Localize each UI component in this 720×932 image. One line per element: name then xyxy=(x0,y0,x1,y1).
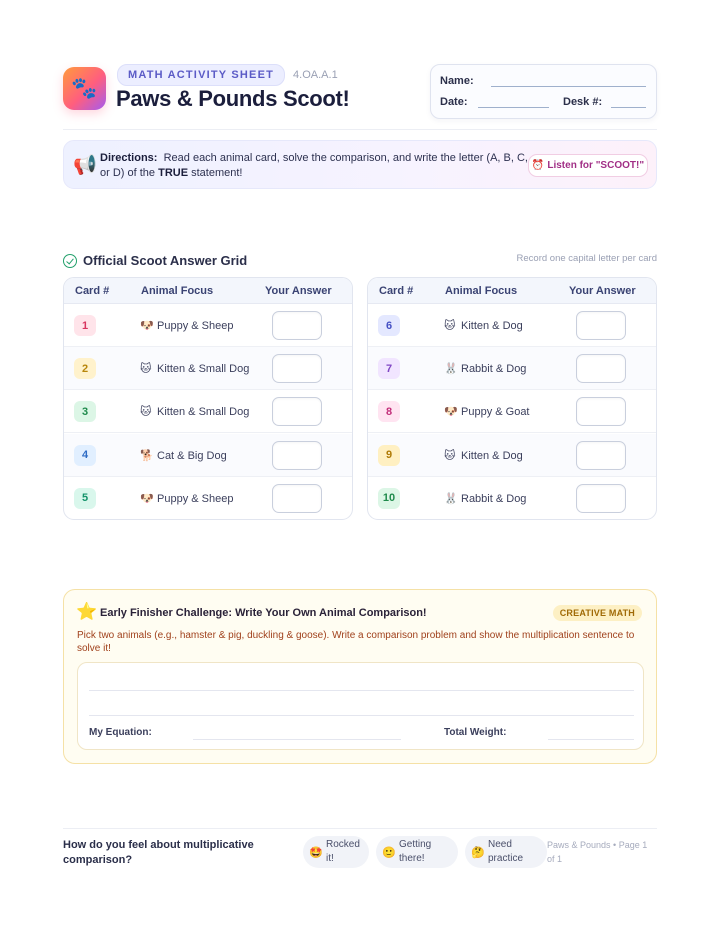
header-divider xyxy=(63,129,657,130)
animal-icon: 🐶 xyxy=(444,406,458,419)
equation-field[interactable] xyxy=(193,739,401,740)
animal-focus xyxy=(140,405,249,418)
table-header xyxy=(64,278,352,304)
answer-box[interactable] xyxy=(272,354,322,383)
animal-focus xyxy=(444,405,530,418)
animal-label: Puppy & Goat xyxy=(461,406,530,419)
feelings-question: How do you feel about multiplicative comparison? xyxy=(63,839,254,866)
date-label: Date: xyxy=(440,96,468,108)
animal-icon: 🐶 xyxy=(140,492,154,505)
page-title: Paws & Pounds Scoot! xyxy=(116,86,350,111)
table-row xyxy=(64,347,352,390)
animal-focus xyxy=(140,492,233,505)
directions-emphasis: TRUE xyxy=(158,166,189,179)
animal-icon: 🐰 xyxy=(444,363,458,376)
animal-label: Kitten & Small Dog xyxy=(157,406,250,419)
activity-badge: MATH ACTIVITY SHEET xyxy=(117,64,285,86)
grid-note: Record one capital letter per card xyxy=(516,253,657,264)
animal-label: Cat & Big Dog xyxy=(157,449,227,462)
answer-box[interactable] xyxy=(272,311,322,340)
animal-focus xyxy=(444,449,523,462)
table-header xyxy=(368,278,656,304)
paw-icon: 🐾 xyxy=(63,67,106,110)
table-row xyxy=(368,434,656,477)
directions-label: Directions: xyxy=(100,152,158,164)
equation-label: My Equation: xyxy=(89,727,152,738)
answer-table-right xyxy=(367,277,657,520)
check-circle-icon xyxy=(63,254,77,268)
answer-column-header: Your Answer xyxy=(569,285,636,297)
directions-banner xyxy=(63,140,657,189)
early-finisher-challenge xyxy=(63,589,657,764)
table-row xyxy=(64,304,352,347)
animal-focus xyxy=(444,362,526,375)
star-icon: ⭐ xyxy=(76,602,98,621)
animal-label: Puppy & Sheep xyxy=(157,492,234,505)
answer-column-header: Your Answer xyxy=(265,285,332,297)
scoot-pill xyxy=(528,154,648,177)
mood-option-getting-there[interactable] xyxy=(376,836,458,868)
directions-body: Read each animal card, solve the comparison, and write the letter (A, B, C, or D) of the xyxy=(100,152,528,179)
mood-label: Need practice xyxy=(488,839,524,864)
card-number-badge: 5 xyxy=(74,488,96,509)
answer-box[interactable] xyxy=(272,397,322,426)
footer-divider xyxy=(63,828,657,829)
table-row xyxy=(64,434,352,477)
card-number-badge: 3 xyxy=(74,401,96,422)
answer-box[interactable] xyxy=(272,441,322,470)
grid-title: Official Scoot Answer Grid xyxy=(83,253,248,268)
animal-icon: 🐱 xyxy=(140,363,152,376)
animal-icon: 🐶 xyxy=(140,320,154,332)
animal-icon: 🐱 xyxy=(140,406,152,419)
mood-option-need-practice[interactable] xyxy=(465,836,547,868)
animal-label: Rabbit & Dog xyxy=(461,492,527,505)
answer-box[interactable] xyxy=(576,354,626,383)
answer-box[interactable] xyxy=(576,311,626,340)
table-row xyxy=(368,390,656,433)
table-row xyxy=(368,477,656,520)
student-info-card xyxy=(430,64,657,119)
animal-icon: 🐕 xyxy=(140,449,154,462)
card-number-badge: 2 xyxy=(74,358,96,379)
animal-label: Kitten & Dog xyxy=(461,449,523,462)
weight-label: Total Weight: xyxy=(444,727,507,738)
desk-field[interactable] xyxy=(611,107,646,108)
writing-line xyxy=(89,715,634,716)
animal-focus xyxy=(140,449,227,462)
writing-line xyxy=(89,690,634,691)
card-number-badge: 9 xyxy=(378,445,400,466)
eyebrow-row xyxy=(117,64,338,86)
table-row xyxy=(368,347,656,390)
challenge-title: Early Finisher Challenge: Write Your Own Animal Comparison! xyxy=(100,607,427,619)
directions-end: statement! xyxy=(191,166,243,179)
challenge-writing-area[interactable] xyxy=(77,662,644,750)
animal-label: Puppy & Sheep xyxy=(157,320,234,332)
animal-column-header: Animal Focus xyxy=(141,285,214,297)
animal-label: Kitten & Dog xyxy=(461,320,523,332)
table-row xyxy=(368,304,656,347)
date-field[interactable] xyxy=(478,107,549,108)
directions-text xyxy=(100,151,530,180)
answer-box[interactable] xyxy=(272,484,322,513)
scoot-label: Listen for "SCOOT!" xyxy=(547,160,645,171)
star-struck-face-icon: 🤩 xyxy=(309,846,323,859)
animal-label: Rabbit & Dog xyxy=(461,363,527,376)
grid-title-row xyxy=(63,252,657,270)
card-number-badge: 1 xyxy=(74,315,96,336)
alarm-clock-icon: ⏰ xyxy=(531,160,545,171)
thinking-face-icon: 🤔 xyxy=(471,846,485,859)
answer-box[interactable] xyxy=(576,397,626,426)
card-number-badge: 8 xyxy=(378,401,400,422)
challenge-description: Pick two animals (e.g., hamster & pig, duckling & goose). Write a comparison problem and show the multiplication sentence to solve it! xyxy=(77,630,635,654)
animal-focus xyxy=(140,319,233,332)
answer-box[interactable] xyxy=(576,484,626,513)
smiling-face-icon: 🙂 xyxy=(382,846,396,859)
megaphone-icon: 📢 xyxy=(73,155,97,176)
standard-code: 4.OA.A.1 xyxy=(293,69,338,81)
card-number-badge: 10 xyxy=(378,488,400,509)
card-column-header: Card # xyxy=(75,285,110,297)
animal-focus xyxy=(140,362,249,375)
card-number-badge: 4 xyxy=(74,445,96,466)
card-column-header: Card # xyxy=(379,285,414,297)
answer-box[interactable] xyxy=(576,441,626,470)
animal-focus xyxy=(444,319,523,332)
card-number-badge: 7 xyxy=(378,358,400,379)
animal-column-header: Animal Focus xyxy=(445,285,518,297)
desk-label: Desk #: xyxy=(563,96,603,108)
creative-math-tag: CREATIVE MATH xyxy=(553,605,642,621)
animal-icon: 🐱 xyxy=(444,320,456,332)
mood-option-rocked[interactable] xyxy=(303,836,369,868)
animal-icon: 🐰 xyxy=(444,492,458,505)
page-number: Paws & Pounds • Page 1 of 1 xyxy=(547,840,648,864)
card-number-badge: 6 xyxy=(378,315,400,336)
answer-table-left xyxy=(63,277,353,520)
animal-icon: 🐱 xyxy=(444,449,456,462)
table-row xyxy=(64,477,352,520)
mood-label: Getting there! xyxy=(399,839,432,864)
weight-field[interactable] xyxy=(548,739,634,740)
animal-focus xyxy=(444,492,526,505)
name-field[interactable] xyxy=(491,86,646,87)
name-label: Name: xyxy=(440,75,474,87)
table-row xyxy=(64,390,352,433)
animal-label: Kitten & Small Dog xyxy=(157,363,250,376)
mood-label: Rocked it! xyxy=(326,839,360,864)
